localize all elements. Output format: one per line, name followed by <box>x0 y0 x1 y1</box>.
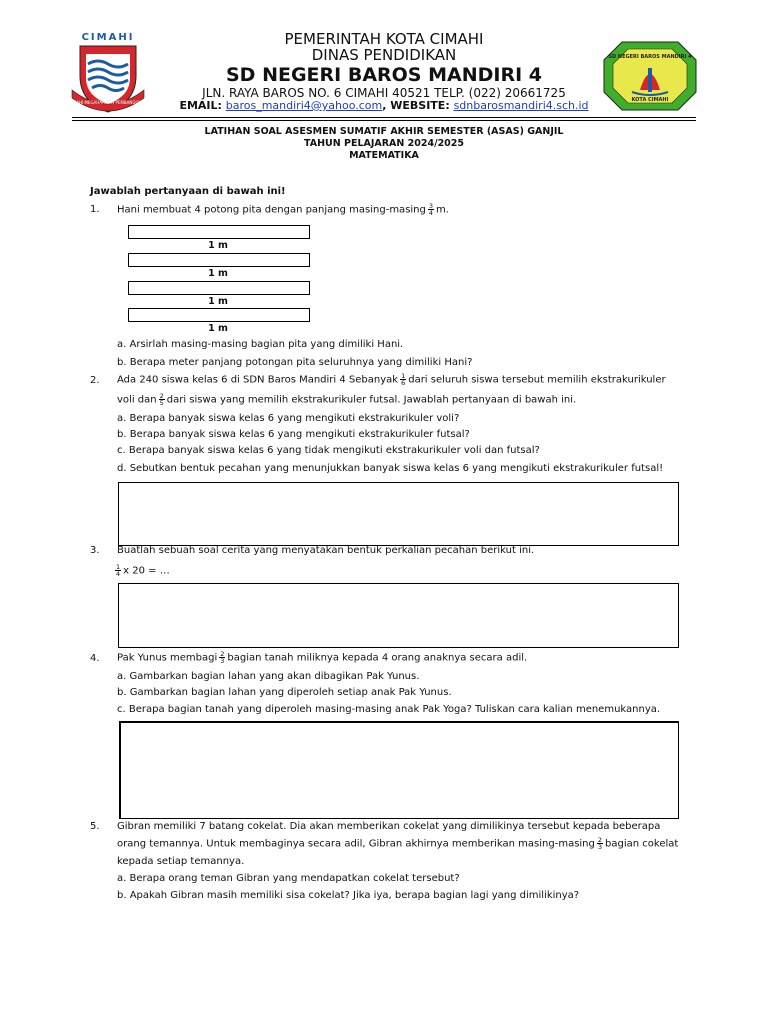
q1-number: 1. <box>90 204 100 215</box>
cimahi-logo-title: CIMAHI <box>81 32 135 43</box>
ribbon-2-label: 1 m <box>208 268 228 279</box>
q2-fraction-1-den: 6 <box>401 379 406 387</box>
q5-a: a. Berapa orang teman Gibran yang mendapatkan cokelat tersebut? <box>117 873 460 884</box>
ribbon-3-label: 1 m <box>208 296 228 307</box>
q1-b: b. Berapa meter panjang potongan pita seluruhnya yang dimiliki Hani? <box>117 357 473 368</box>
header-rule <box>72 117 696 121</box>
ribbon-1-label: 1 m <box>208 240 228 251</box>
q5-fraction <box>597 837 603 850</box>
instruction: Jawablah pertanyaan di bawah ini! <box>90 186 286 197</box>
q2-a: a. Berapa banyak siswa kelas 6 yang mengikuti ekstrakurikuler voli? <box>117 413 460 424</box>
q3-answer-box[interactable] <box>118 583 679 648</box>
q4-b: b. Gambarkan bagian lahan yang diperoleh setiap anak Pak Yunus. <box>117 687 452 698</box>
dept-title: DINAS PENDIDIKAN <box>311 46 457 64</box>
q3-fraction <box>115 564 121 577</box>
contact-line <box>0 99 768 112</box>
q2-fraction-2-den: 5 <box>159 399 164 407</box>
ribbon-4[interactable] <box>128 308 310 322</box>
q1-text-b: m. <box>436 204 449 216</box>
q2-text-a: Ada 240 siswa kelas 6 di SDN Baros Mandiri 4 Sebanyak <box>117 374 399 386</box>
q1-text <box>117 203 449 216</box>
exam-title: LATIHAN SOAL ASESMEN SUMATIF AKHIR SEMESTER (ASAS) GANJIL <box>204 126 564 137</box>
q4-number: 4. <box>90 653 100 664</box>
q4-text <box>117 651 527 664</box>
q1-a: a. Arsirlah masing-masing bagian pita yang dimiliki Hani. <box>117 339 404 350</box>
q3-text: Buatlah sebuah soal cerita yang menyatakan bentuk perkalian pecahan berikut ini. <box>117 545 535 556</box>
ribbon-4-label: 1 m <box>208 323 228 334</box>
q1-text-a: Hani membuat 4 potong pita dengan panjang masing-masing <box>117 204 426 216</box>
ribbon-2[interactable] <box>128 253 310 267</box>
q5-line3: kepada setiap temannya. <box>117 856 245 867</box>
q4-fraction-num: 2 <box>220 650 225 658</box>
gov-title: PEMERINTAH KOTA CIMAHI <box>284 30 484 48</box>
q2-fraction-1-num: 1 <box>401 372 406 380</box>
q2-text-line2 <box>117 393 576 406</box>
q2-text-c: voli dan <box>117 394 157 406</box>
cimahi-logo-motto: CIMAHI MEGAHARIKAN PEMBANGUNAN <box>68 100 148 105</box>
q4-text-a: Pak Yunus membagi <box>117 652 218 664</box>
q1-fraction <box>428 203 434 216</box>
q5-fraction-num: 2 <box>597 836 603 844</box>
q1-fraction-den: 4 <box>428 209 434 217</box>
q2-text-line1 <box>117 373 666 386</box>
q2-fraction-2-num: 2 <box>159 392 164 400</box>
q4-a: a. Gambarkan bagian lahan yang akan dibagikan Pak Yunus. <box>117 671 420 682</box>
q2-answer-box[interactable] <box>118 482 679 546</box>
q1-fraction-num: 3 <box>428 202 434 210</box>
q2-d: d. Sebutkan bentuk pecahan yang menunjukkan banyak siswa kelas 6 yang mengikuti ekstrakurikuler futsal! <box>117 463 664 474</box>
q4-text-b: bagian tanah miliknya kepada 4 orang anaknya secara adil. <box>227 652 528 664</box>
email-link[interactable]: baros_mandiri4@yahoo.com <box>225 99 383 112</box>
q4-fraction <box>219 651 225 664</box>
q2-fraction-1 <box>400 373 406 386</box>
q3-fraction-den: 4 <box>116 570 121 578</box>
exam-subject: MATEMATIKA <box>349 150 419 161</box>
ribbon-1[interactable] <box>128 225 310 239</box>
q2-b: b. Berapa banyak siswa kelas 6 yang mengikuti ekstrakurikuler futsal? <box>117 429 470 440</box>
q5-number: 5. <box>90 821 100 832</box>
website-link[interactable]: sdnbarosmandiri4.sch.id <box>453 99 589 112</box>
q3-expr: x 20 = … <box>123 565 170 577</box>
q5-line2-a: orang temannya. Untuk membaginya secara adil, Gibran akhirnya memberikan masing-masing <box>117 838 595 850</box>
q2-number: 2. <box>90 375 100 386</box>
q3-expression <box>113 564 170 577</box>
q5-line2-b: bagian cokelat <box>605 838 679 850</box>
ribbon-3[interactable] <box>128 281 310 295</box>
q4-answer-box[interactable] <box>119 721 679 819</box>
q2-text-d: dari siswa yang memilih ekstrakurikuler futsal. Jawablah pertanyaan di bawah ini. <box>166 394 577 406</box>
q5-line1: Gibran memiliki 7 batang cokelat. Dia akan memberikan cokelat yang dimilikinya tersebut kepada beberapa <box>117 821 661 832</box>
q5-fraction-den: 3 <box>597 843 603 851</box>
q5-line2 <box>117 837 678 850</box>
q2-fraction-2 <box>159 393 165 406</box>
school-address: JLN. RAYA BAROS NO. 6 CIMAHI 40521 TELP. (022) 20661725 <box>202 86 566 100</box>
q4-fraction-den: 3 <box>220 657 225 665</box>
exam-year: TAHUN PELAJARAN 2024/2025 <box>303 138 465 149</box>
website-label: , WEBSITE: <box>382 99 454 112</box>
q5-b: b. Apakah Gibran masih memiliki sisa cokelat? Jika iya, berapa bagian lagi yang dimilikinya? <box>117 890 580 901</box>
q2-c: c. Berapa banyak siswa kelas 6 yang tidak mengikuti ekstrakurikuler voli dan futsal? <box>117 445 540 456</box>
q3-fraction-num: 1 <box>116 563 121 571</box>
email-label: EMAIL: <box>179 99 226 112</box>
school-logo-text: SD NEGERI BAROS MANDIRI 4 <box>608 54 692 60</box>
q4-c: c. Berapa bagian tanah yang diperoleh masing-masing anak Pak Yoga? Tuliskan cara kalian menemukannya. <box>117 704 661 715</box>
school-name: SD NEGERI BAROS MANDIRI 4 <box>226 64 542 86</box>
school-logo-city: KOTA CIMAHI <box>631 97 669 103</box>
q2-text-b: dari seluruh siswa tersebut memilih ekstrakurikuler <box>408 374 666 386</box>
q3-number: 3. <box>90 545 100 556</box>
